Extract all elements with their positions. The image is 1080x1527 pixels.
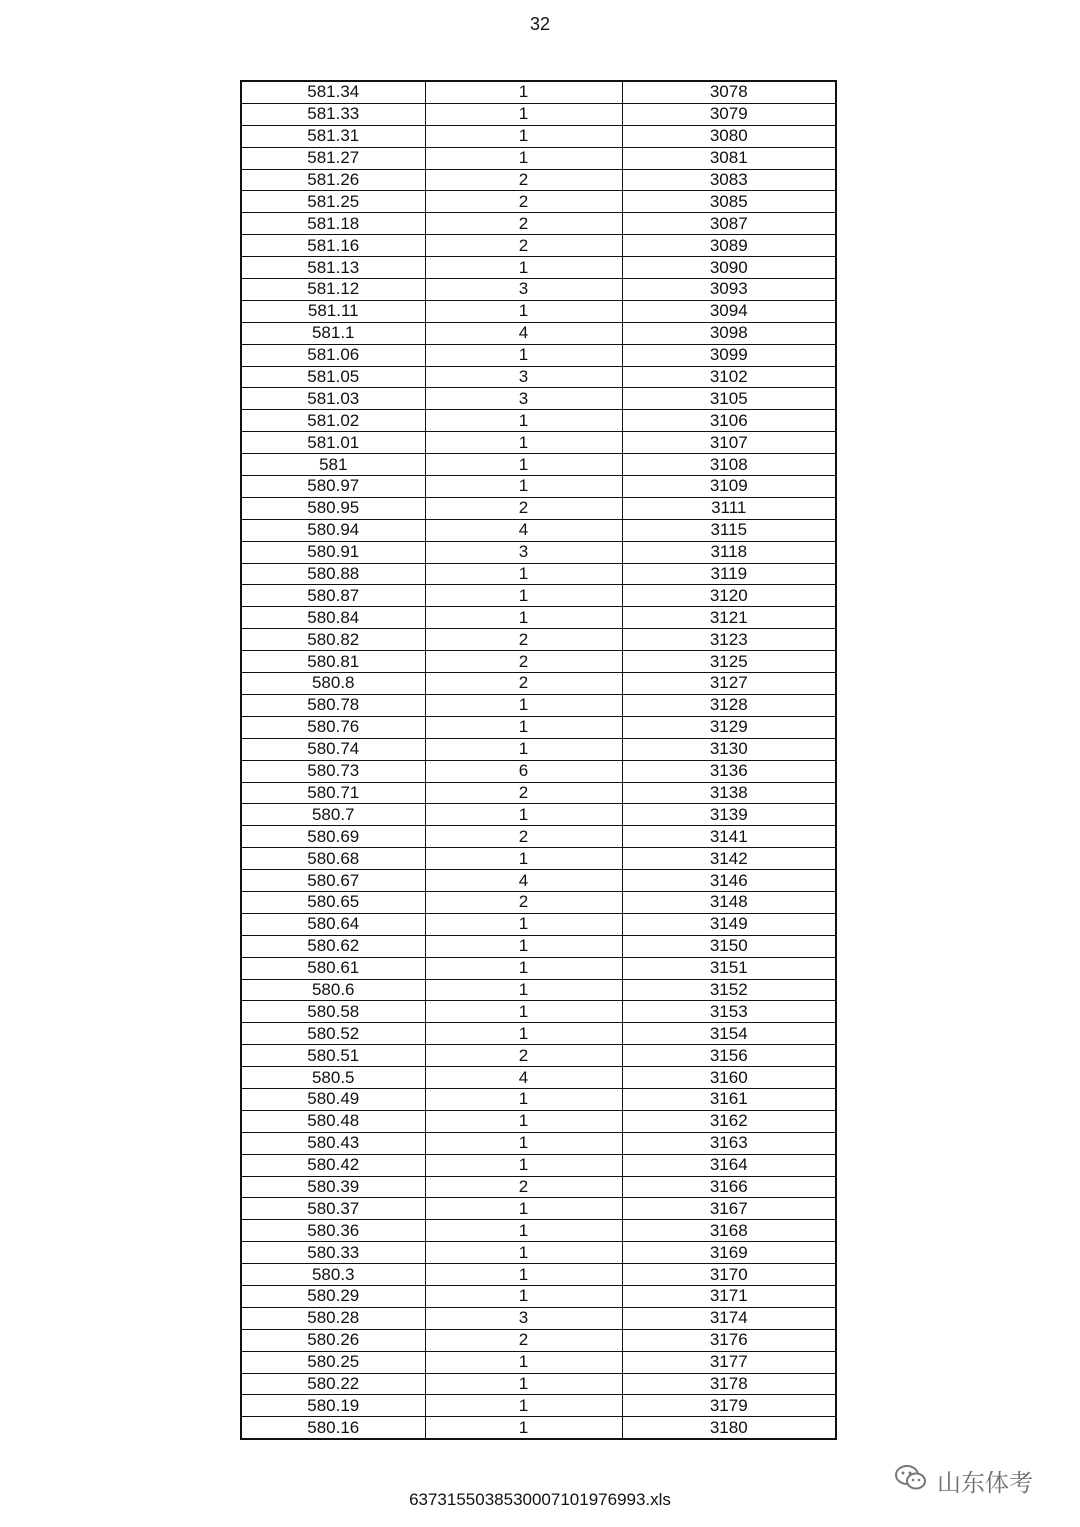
count-cell: 2 (425, 169, 622, 191)
rank-cell: 3171 (622, 1285, 836, 1307)
table-row (241, 322, 836, 344)
table-row (241, 1351, 836, 1373)
rank-cell: 3156 (622, 1045, 836, 1067)
rank-cell: 3153 (622, 1001, 836, 1023)
count-cell: 1 (425, 103, 622, 125)
table-row (241, 563, 836, 585)
rank-cell: 3127 (622, 673, 836, 695)
rank-cell: 3141 (622, 826, 836, 848)
score-cell: 580.48 (241, 1110, 425, 1132)
table-row (241, 125, 836, 147)
table-row (241, 804, 836, 826)
rank-cell: 3176 (622, 1329, 836, 1351)
table-row (241, 870, 836, 892)
table-row (241, 147, 836, 169)
table-row (241, 1001, 836, 1023)
rank-cell: 3107 (622, 432, 836, 454)
score-cell: 580.87 (241, 585, 425, 607)
table-row (241, 1285, 836, 1307)
table-row (241, 1088, 836, 1110)
count-cell: 1 (425, 1001, 622, 1023)
count-cell: 2 (425, 1045, 622, 1067)
table-row (241, 1417, 836, 1439)
table-row (241, 191, 836, 213)
rank-cell: 3098 (622, 322, 836, 344)
rank-cell: 3148 (622, 891, 836, 913)
rank-cell: 3118 (622, 541, 836, 563)
rank-cell: 3079 (622, 103, 836, 125)
table-row (241, 541, 836, 563)
table-row (241, 476, 836, 498)
rank-cell: 3125 (622, 651, 836, 673)
count-cell: 1 (425, 1395, 622, 1417)
table-row (241, 1220, 836, 1242)
count-cell: 1 (425, 1154, 622, 1176)
score-cell: 580.52 (241, 1023, 425, 1045)
rank-cell: 3130 (622, 738, 836, 760)
count-cell: 2 (425, 497, 622, 519)
count-cell: 6 (425, 760, 622, 782)
count-cell: 1 (425, 957, 622, 979)
count-cell: 1 (425, 454, 622, 476)
count-cell: 1 (425, 344, 622, 366)
count-cell: 1 (425, 1417, 622, 1439)
rank-cell: 3129 (622, 716, 836, 738)
table-row (241, 279, 836, 301)
count-cell: 1 (425, 1220, 622, 1242)
count-cell: 2 (425, 629, 622, 651)
count-cell: 4 (425, 870, 622, 892)
page-number: 32 (529, 14, 551, 34)
rank-cell: 3085 (622, 191, 836, 213)
count-cell: 1 (425, 81, 622, 103)
rank-cell: 3081 (622, 147, 836, 169)
rank-cell: 3099 (622, 344, 836, 366)
table-row (241, 1307, 836, 1329)
count-cell: 3 (425, 388, 622, 410)
score-cell: 580.43 (241, 1132, 425, 1154)
score-cell: 580.82 (241, 629, 425, 651)
table-row (241, 1110, 836, 1132)
count-cell: 1 (425, 1132, 622, 1154)
score-cell: 580.19 (241, 1395, 425, 1417)
count-cell: 2 (425, 191, 622, 213)
score-cell: 581.25 (241, 191, 425, 213)
table-row (241, 1242, 836, 1264)
rank-cell: 3174 (622, 1307, 836, 1329)
score-cell: 581.06 (241, 344, 425, 366)
score-rank-table (240, 80, 837, 1440)
rank-cell: 3109 (622, 476, 836, 498)
rank-cell: 3121 (622, 607, 836, 629)
rank-cell: 3111 (622, 497, 836, 519)
count-cell: 1 (425, 1264, 622, 1286)
rank-cell: 3120 (622, 585, 836, 607)
rank-cell: 3161 (622, 1088, 836, 1110)
table-row (241, 213, 836, 235)
score-cell: 580.97 (241, 476, 425, 498)
score-cell: 581.12 (241, 279, 425, 301)
table-row (241, 519, 836, 541)
score-cell: 581.03 (241, 388, 425, 410)
rank-cell: 3166 (622, 1176, 836, 1198)
score-cell: 581.1 (241, 322, 425, 344)
rank-cell: 3142 (622, 848, 836, 870)
count-cell: 1 (425, 1110, 622, 1132)
score-cell: 581.01 (241, 432, 425, 454)
score-cell: 580.74 (241, 738, 425, 760)
rank-cell: 3136 (622, 760, 836, 782)
score-cell: 581.33 (241, 103, 425, 125)
score-cell: 581.05 (241, 366, 425, 388)
rank-cell: 3087 (622, 213, 836, 235)
table-row (241, 957, 836, 979)
count-cell: 2 (425, 651, 622, 673)
table-row (241, 782, 836, 804)
count-cell: 3 (425, 541, 622, 563)
count-cell: 2 (425, 673, 622, 695)
rank-cell: 3105 (622, 388, 836, 410)
rank-cell: 3163 (622, 1132, 836, 1154)
score-cell: 580.16 (241, 1417, 425, 1439)
table-row (241, 979, 836, 1001)
rank-cell: 3154 (622, 1023, 836, 1045)
score-cell: 580.65 (241, 891, 425, 913)
count-cell: 1 (425, 432, 622, 454)
table-row (241, 1132, 836, 1154)
table-row (241, 629, 836, 651)
count-cell: 1 (425, 585, 622, 607)
table-row (241, 410, 836, 432)
count-cell: 1 (425, 1351, 622, 1373)
rank-cell: 3115 (622, 519, 836, 541)
table-row (241, 454, 836, 476)
rank-cell: 3123 (622, 629, 836, 651)
rank-cell: 3152 (622, 979, 836, 1001)
score-cell: 581.11 (241, 300, 425, 322)
rank-cell: 3106 (622, 410, 836, 432)
score-cell: 580.51 (241, 1045, 425, 1067)
rank-cell: 3128 (622, 694, 836, 716)
rank-cell: 3090 (622, 257, 836, 279)
table-row (241, 848, 836, 870)
rank-cell: 3168 (622, 1220, 836, 1242)
watermark-text: 山东体考 (937, 1468, 1033, 1497)
count-cell: 1 (425, 1023, 622, 1045)
rank-cell: 3094 (622, 300, 836, 322)
count-cell: 2 (425, 1329, 622, 1351)
table-row (241, 694, 836, 716)
rank-cell: 3167 (622, 1198, 836, 1220)
count-cell: 1 (425, 476, 622, 498)
table-row (241, 344, 836, 366)
rank-cell: 3089 (622, 235, 836, 257)
score-cell: 580.71 (241, 782, 425, 804)
score-cell: 580.39 (241, 1176, 425, 1198)
rank-cell: 3170 (622, 1264, 836, 1286)
table-row (241, 585, 836, 607)
score-cell: 581.31 (241, 125, 425, 147)
table-row (241, 738, 836, 760)
table-row (241, 913, 836, 935)
rank-cell: 3146 (622, 870, 836, 892)
count-cell: 3 (425, 1307, 622, 1329)
table-row (241, 257, 836, 279)
rank-cell: 3139 (622, 804, 836, 826)
count-cell: 2 (425, 782, 622, 804)
count-cell: 1 (425, 147, 622, 169)
count-cell: 1 (425, 1198, 622, 1220)
score-cell: 580.36 (241, 1220, 425, 1242)
score-cell: 580.76 (241, 716, 425, 738)
rank-cell: 3083 (622, 169, 836, 191)
score-cell: 580.33 (241, 1242, 425, 1264)
table-row (241, 1176, 836, 1198)
rank-cell: 3138 (622, 782, 836, 804)
score-cell: 580.49 (241, 1088, 425, 1110)
score-cell: 580.5 (241, 1067, 425, 1089)
rank-cell: 3102 (622, 366, 836, 388)
score-cell: 580.58 (241, 1001, 425, 1023)
table-row (241, 1373, 836, 1395)
table-row (241, 1067, 836, 1089)
score-cell: 580.88 (241, 563, 425, 585)
count-cell: 1 (425, 1088, 622, 1110)
count-cell: 1 (425, 1285, 622, 1307)
score-cell: 581.02 (241, 410, 425, 432)
score-cell: 580.95 (241, 497, 425, 519)
score-cell: 580.91 (241, 541, 425, 563)
score-cell: 580.26 (241, 1329, 425, 1351)
rank-cell: 3108 (622, 454, 836, 476)
rank-cell: 3151 (622, 957, 836, 979)
score-cell: 580.78 (241, 694, 425, 716)
table-row (241, 651, 836, 673)
count-cell: 1 (425, 410, 622, 432)
score-cell: 580.81 (241, 651, 425, 673)
score-cell: 581.26 (241, 169, 425, 191)
count-cell: 1 (425, 1373, 622, 1395)
count-cell: 2 (425, 826, 622, 848)
table-row (241, 1395, 836, 1417)
score-cell: 581.16 (241, 235, 425, 257)
rank-cell: 3149 (622, 913, 836, 935)
count-cell: 4 (425, 519, 622, 541)
score-cell: 580.67 (241, 870, 425, 892)
score-cell: 580.8 (241, 673, 425, 695)
score-cell: 581.34 (241, 81, 425, 103)
score-cell: 580.73 (241, 760, 425, 782)
count-cell: 2 (425, 1176, 622, 1198)
score-cell: 580.6 (241, 979, 425, 1001)
table-row (241, 673, 836, 695)
count-cell: 3 (425, 366, 622, 388)
table-row (241, 235, 836, 257)
score-cell: 581.27 (241, 147, 425, 169)
score-cell: 580.37 (241, 1198, 425, 1220)
rank-cell: 3180 (622, 1417, 836, 1439)
score-cell: 580.29 (241, 1285, 425, 1307)
table-row (241, 1045, 836, 1067)
table-row (241, 1023, 836, 1045)
score-cell: 580.64 (241, 913, 425, 935)
count-cell: 1 (425, 913, 622, 935)
rank-cell: 3160 (622, 1067, 836, 1089)
table-row (241, 81, 836, 103)
count-cell: 2 (425, 213, 622, 235)
table-row (241, 300, 836, 322)
count-cell: 1 (425, 935, 622, 957)
rank-cell: 3093 (622, 279, 836, 301)
table-row (241, 826, 836, 848)
table-row (241, 1329, 836, 1351)
table-body (241, 81, 836, 1439)
count-cell: 2 (425, 235, 622, 257)
count-cell: 1 (425, 607, 622, 629)
count-cell: 1 (425, 716, 622, 738)
rank-cell: 3150 (622, 935, 836, 957)
table-row (241, 388, 836, 410)
table-row (241, 1198, 836, 1220)
table-row (241, 432, 836, 454)
score-cell: 581.13 (241, 257, 425, 279)
table-row (241, 891, 836, 913)
rank-cell: 3078 (622, 81, 836, 103)
rank-cell: 3178 (622, 1373, 836, 1395)
score-cell: 580.7 (241, 804, 425, 826)
score-cell: 580.22 (241, 1373, 425, 1395)
count-cell: 1 (425, 563, 622, 585)
count-cell: 1 (425, 125, 622, 147)
table-row (241, 103, 836, 125)
count-cell: 1 (425, 1242, 622, 1264)
score-cell: 580.42 (241, 1154, 425, 1176)
rank-cell: 3164 (622, 1154, 836, 1176)
score-cell: 580.84 (241, 607, 425, 629)
table-row (241, 169, 836, 191)
count-cell: 1 (425, 300, 622, 322)
score-cell: 580.68 (241, 848, 425, 870)
count-cell: 1 (425, 257, 622, 279)
rank-cell: 3169 (622, 1242, 836, 1264)
count-cell: 2 (425, 891, 622, 913)
rank-cell: 3119 (622, 563, 836, 585)
table-row (241, 1154, 836, 1176)
footer-filename: 637315503853000710197​6993.xls (409, 1490, 671, 1509)
score-cell: 581 (241, 454, 425, 476)
score-cell: 580.3 (241, 1264, 425, 1286)
count-cell: 3 (425, 279, 622, 301)
table-row (241, 1264, 836, 1286)
score-cell: 580.62 (241, 935, 425, 957)
table-row (241, 935, 836, 957)
count-cell: 1 (425, 694, 622, 716)
score-cell: 580.25 (241, 1351, 425, 1373)
rank-cell: 3080 (622, 125, 836, 147)
table-row (241, 497, 836, 519)
rank-cell: 3179 (622, 1395, 836, 1417)
score-cell: 580.94 (241, 519, 425, 541)
table-row (241, 760, 836, 782)
rank-cell: 3177 (622, 1351, 836, 1373)
count-cell: 1 (425, 738, 622, 760)
count-cell: 1 (425, 979, 622, 1001)
score-cell: 580.69 (241, 826, 425, 848)
table-row (241, 366, 836, 388)
score-cell: 581.18 (241, 213, 425, 235)
table-row (241, 716, 836, 738)
count-cell: 1 (425, 848, 622, 870)
count-cell: 4 (425, 322, 622, 344)
table-row (241, 607, 836, 629)
score-cell: 580.28 (241, 1307, 425, 1329)
score-cell: 580.61 (241, 957, 425, 979)
count-cell: 4 (425, 1067, 622, 1089)
count-cell: 1 (425, 804, 622, 826)
rank-cell: 3162 (622, 1110, 836, 1132)
